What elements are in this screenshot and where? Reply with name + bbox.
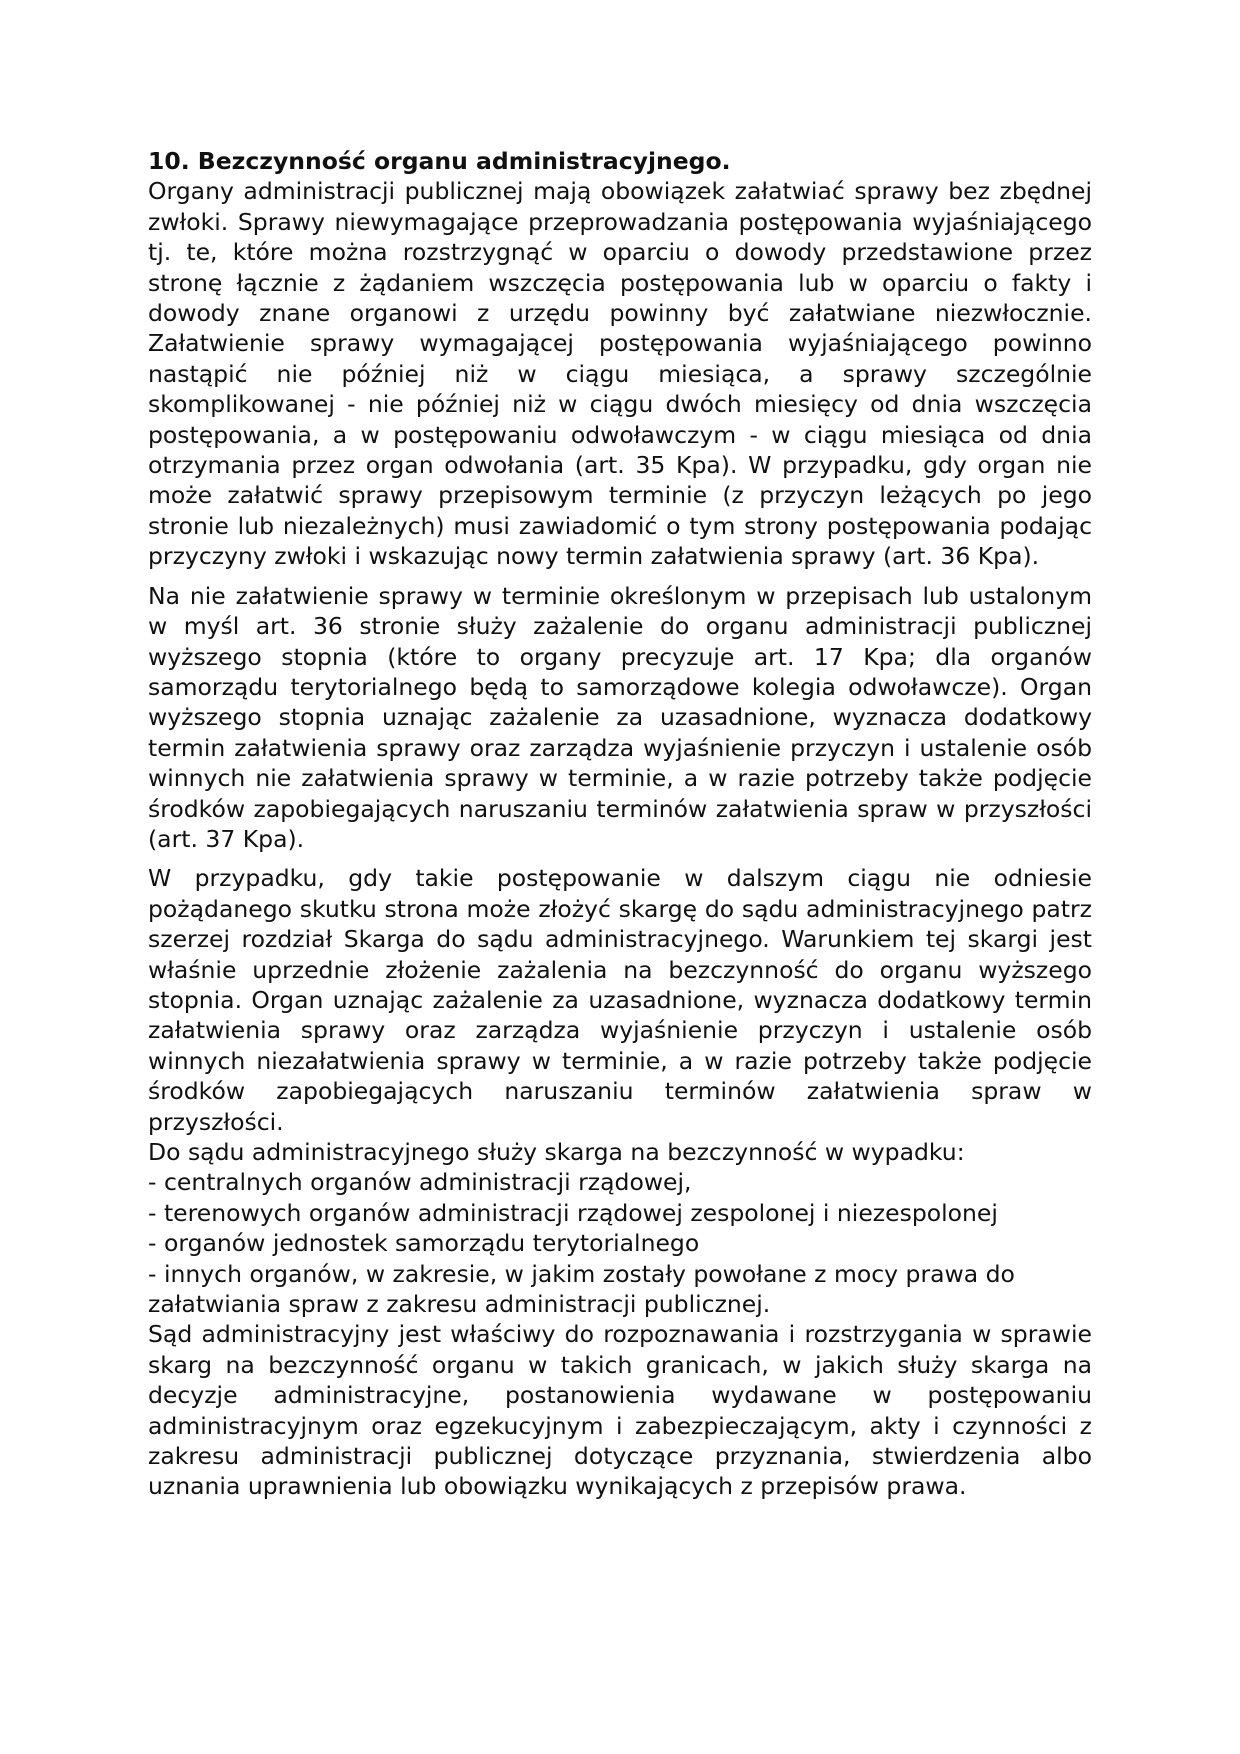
list-intro: Do sądu administracyjnego służy skarga na bezczynność w wypadku: [148,1138,965,1166]
list-item: - innych organów, w zakresie, w jakim zostały powołane z mocy prawa do załatwiania spraw z zakresu administracji publicznej. [148,1259,1015,1319]
paragraph-3: W przypadku, gdy takie postępowanie w dalszym ciągu nie odniesie pożądanego skutku strona może złożyć skargę do sądu administracyjnego patrz szerzej rozdział Skarga do sądu administracyjnego. Warunkiem tej skargi jest właśnie uprzednie złożenie zażalenia na bezczynność do organu wyższego stopnia. Organ uznając zażalenie za uzasadnione, wyznacza dodatkowy termin załatwienia sprawy oraz zarządza wyjaśnienie przyczyn i ustalenie osób winnych niezałatwienia sprawy w terminie, a w razie potrzeby także podjęcie środków zapobiegających naruszaniu terminów załatwienia spraw w przyszłości. [148,864,1092,1136]
paragraph-2: Na nie załatwienie sprawy w terminie określonym w przepisach lub ustalonym w myśl art. 36 stronie służy zażalenie do organu administracji publicznej wyższego stopnia (które to organy precyzuje art. 17 Kpa; dla organów samorządu terytorialnego będą to samorządowe kolegia odwoławcze). Organ wyższego stopnia uznając zażalenie za uzasadnione, wyznacza dodatkowy termin załatwienia sprawy oraz zarządza wyjaśnienie przyczyn i ustalenie osób winnych nie załatwienia sprawy w terminie, a w razie potrzeby także podjęcie środków zapobiegających naruszaniu terminów załatwienia spraw w przyszłości (art. 37 Kpa). [148,581,1092,853]
list-item: - centralnych organów administracji rządowej, [148,1168,692,1197]
list-item: - organów jednostek samorządu terytorialnego [148,1229,700,1258]
document-page [148,146,1092,1502]
document-title: 10. Bezczynność organu administracyjnego. [148,147,731,175]
list-item: - terenowych organów administracji rządowej zespolonej i niezespolonej [148,1198,998,1227]
paragraph-1: Organy administracji publicznej mają obowiązek załatwiać sprawy bez zbędnej zwłoki. Sprawy niewymagające przeprowadzania postępowania wyjaśniającego tj. te, które można rozstrzygnąć w oparciu o dowody przedstawione przez stronę łącznie z żądaniem wszczęcia postępowania lub w oparciu o fakty i dowody znane organowi z urzędu powinny być załatwiane niezwłocznie. Załatwienie sprawy wymagającej postępowania wyjaśniającego powinno nastąpić nie później niż w ciągu miesiąca, a sprawy szczególnie skomplikowanej - nie później niż w ciągu dwóch miesięcy od dnia wszczęcia postępowania, a w postępowaniu odwoławczym - w ciągu miesiąca od dnia otrzymania przez organ odwołania (art. 35 Kpa). W przypadku, gdy organ nie może załatwić sprawy przepisowym terminie (z przyczyn leżących po jego stronie lub niezależnych) musi zawiadomić o tym strony postępowania podając przyczyny zwłoki i wskazując nowy termin załatwienia sprawy (art. 36 Kpa). [148,177,1092,571]
paragraph-4: Sąd administracyjny jest właściwy do rozpoznawania i rozstrzygania w sprawie skarg na bezczynność organu w takich granicach, w jakich służy skarga na decyzje administracyjne, postanowienia wydawane w postępowaniu administracyjnym oraz egzekucyjnym i zabezpieczającym, akty i czynności z zakresu administracji publicznej dotyczące przyznania, stwierdzenia albo uznania uprawnienia lub obowiązku wynikających z przepisów prawa. [148,1320,1092,1501]
court-complaint-list [148,1167,1092,1319]
